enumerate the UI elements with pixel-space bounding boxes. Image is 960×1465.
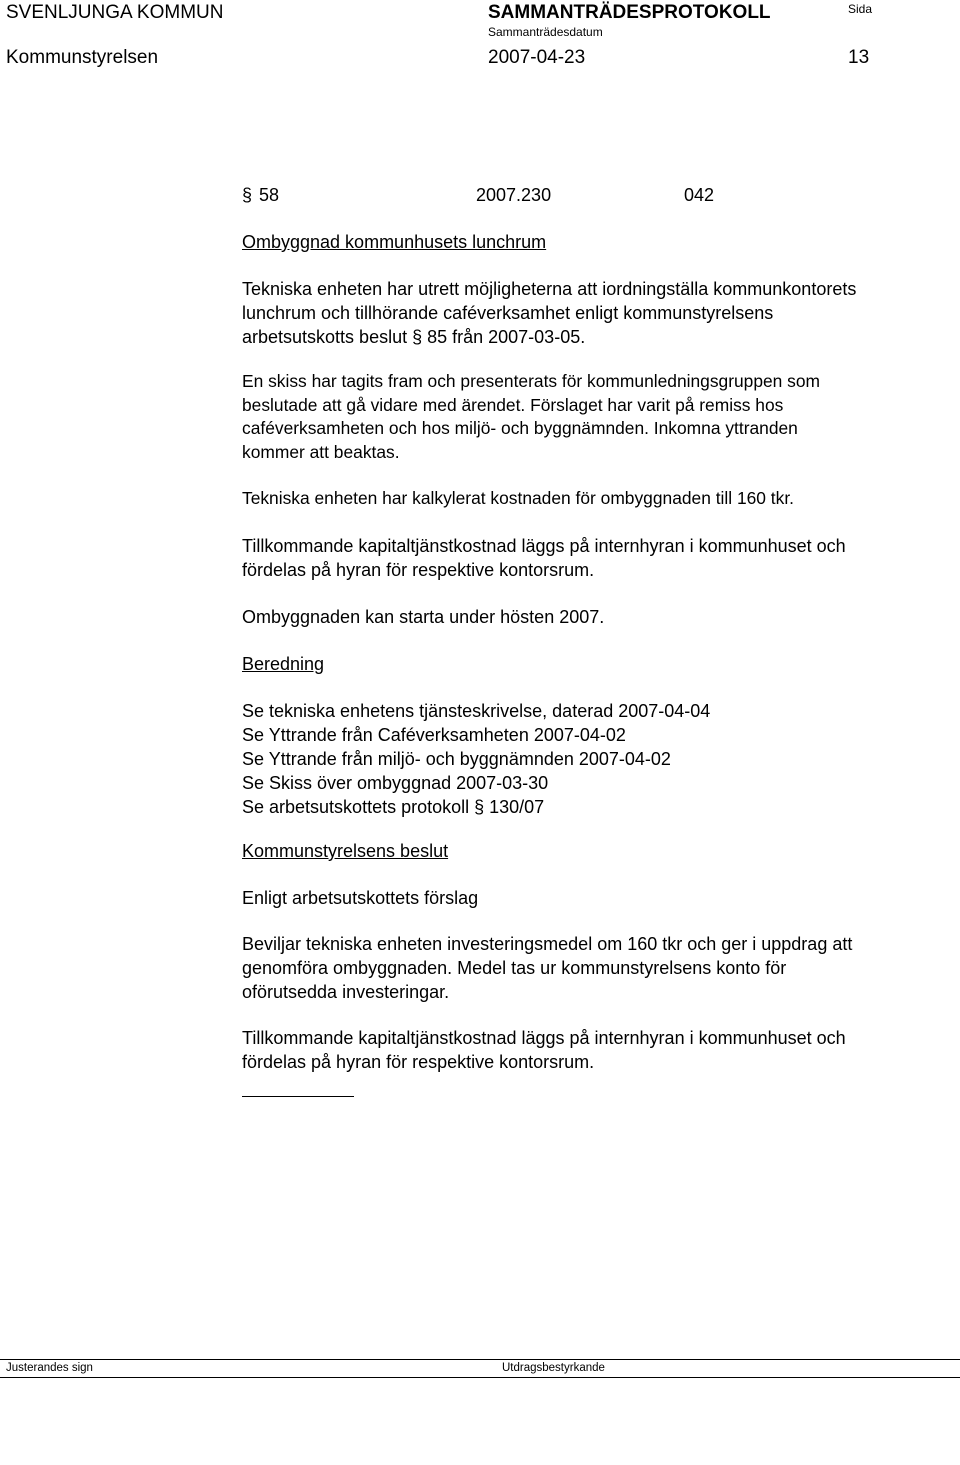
text-line: oförutsedda investeringar. <box>242 982 450 1002</box>
section-symbol: § <box>242 185 253 205</box>
text-line: Tillkommande kapitaltjänstkostnad läggs på internhyran i kommunhuset och <box>242 536 846 556</box>
paragraph-start <box>242 605 942 629</box>
list-item: Se Yttrande från miljö- och byggnämnden 2007-04-02 <box>242 749 671 769</box>
text-line: Tekniska enheten har utrett möjligheterna att iordningställa kommunkontorets <box>242 279 857 299</box>
committee-name: Kommunstyrelsen <box>6 47 159 68</box>
footer-right-label: Utdragsbestyrkande <box>502 1362 605 1374</box>
file-code: 042 <box>684 185 715 205</box>
preparation-heading: Beredning <box>242 654 325 674</box>
paragraph-background <box>242 277 942 349</box>
decision-paragraph-capital-cost <box>242 1026 942 1074</box>
paragraph-number: 58 <box>259 185 280 205</box>
page-number: 13 <box>848 47 870 68</box>
document-type: SAMMANTRÄDESPROTOKOLL <box>488 2 771 23</box>
text-line: fördelas på hyran för respektive kontorsrum. <box>242 560 595 580</box>
paragraph-sketch <box>242 370 942 464</box>
item-title: Ombyggnad kommunhusets lunchrum <box>242 232 547 252</box>
end-of-item-rule <box>242 1096 354 1097</box>
text-line: En skiss har tagits fram och presenterats för kommunledningsgruppen som <box>242 371 821 391</box>
list-item: Se Skiss över ombyggnad 2007-03-30 <box>242 773 549 793</box>
decision-intro: Enligt arbetsutskottets förslag <box>242 888 479 908</box>
text-line: fördelas på hyran för respektive kontorsrum. <box>242 1052 595 1072</box>
text-line: Ombyggnaden kan starta under hösten 2007. <box>242 607 605 627</box>
text-line: Tekniska enheten har kalkylerat kostnaden för ombyggnaden till 160 tkr. <box>242 488 794 508</box>
text-line: beslutade att gå vidare med ärendet. Förslaget har varit på remiss hos <box>242 394 784 415</box>
text-line: lunchrum och tillhörande caféverksamhet enligt kommunstyrelsens <box>242 303 774 323</box>
text-line: caféverksamheten och hos miljö- och byggnämnden. Inkomna yttranden <box>242 418 798 438</box>
list-item: Se arbetsutskottets protokoll § 130/07 <box>242 797 545 817</box>
text-line: genomföra ombyggnaden. Medel tas ur kommunstyrelsens konto för <box>242 958 787 978</box>
footer-sign-line <box>0 1377 960 1378</box>
list-item: Se Yttrande från Caféverksamheten 2007-04-02 <box>242 725 626 745</box>
footer-divider <box>0 1359 960 1360</box>
text-line: Beviljar tekniska enheten investeringsmedel om 160 tkr och ger i uppdrag att <box>242 934 853 954</box>
list-item: Se tekniska enhetens tjänsteskrivelse, daterad 2007-04-04 <box>242 701 711 721</box>
municipality-name: SVENLJUNGA KOMMUN <box>6 2 224 23</box>
case-number: 2007.230 <box>476 185 552 205</box>
meeting-date-label: Sammanträdesdatum <box>488 25 603 39</box>
decision-heading: Kommunstyrelsens beslut <box>242 841 449 861</box>
preparation-list <box>242 699 942 819</box>
paragraph-cost <box>242 487 942 511</box>
text-line: kommer att beaktas. <box>242 441 400 462</box>
text-line: arbetsutskotts beslut § 85 från 2007-03-05. <box>242 327 586 347</box>
paragraph-capital-cost <box>242 534 942 582</box>
footer-left-label: Justerandes sign <box>6 1362 93 1374</box>
page-label: Sida <box>848 2 873 16</box>
meeting-date: 2007-04-23 <box>488 47 586 68</box>
text-line: Tillkommande kapitaltjänstkostnad läggs på internhyran i kommunhuset och <box>242 1028 846 1048</box>
decision-paragraph-grant <box>242 932 942 1004</box>
